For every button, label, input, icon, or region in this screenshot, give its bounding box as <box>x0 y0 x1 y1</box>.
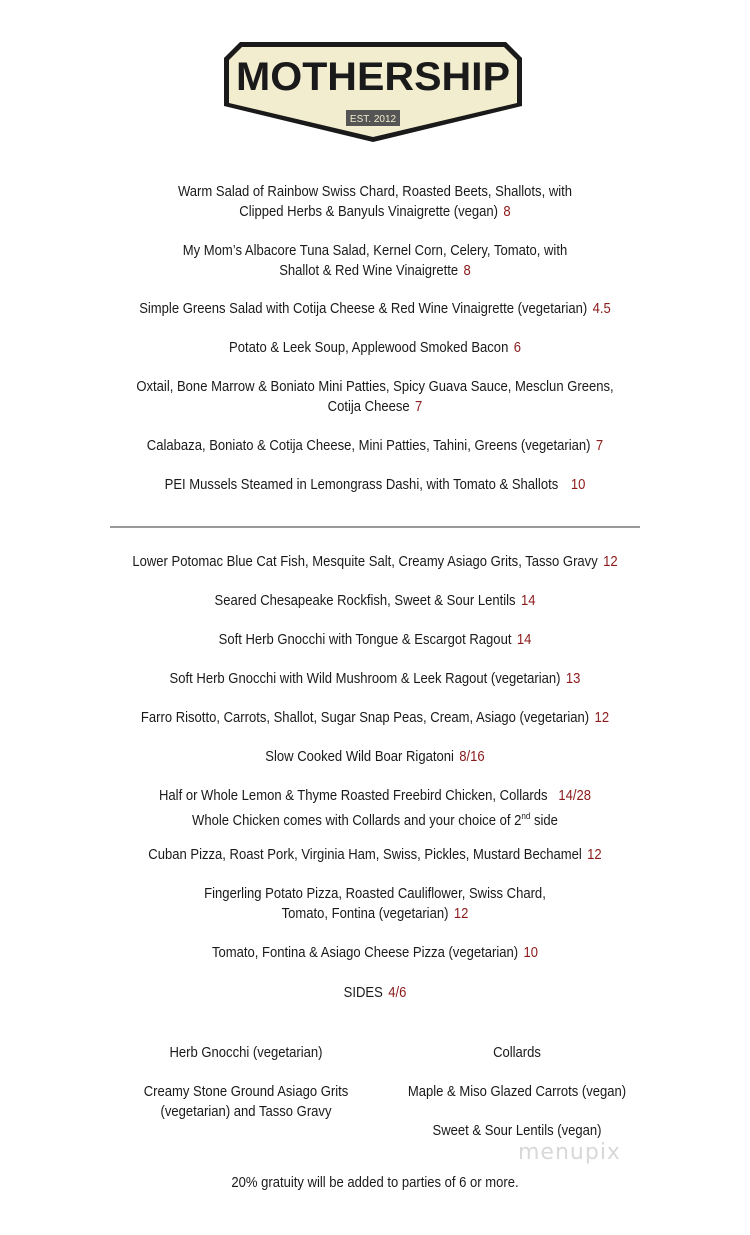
item-line: Creamy Stone Ground Asiago Grits <box>143 1084 349 1100</box>
item-price: 8 <box>503 204 511 220</box>
item-price: 8 <box>463 263 471 279</box>
item-line: Potato & Leek Soup, Applewood Smoked Bacon <box>229 340 509 356</box>
item-price: 14/28 <box>558 788 591 804</box>
item-price: 14 <box>520 593 536 609</box>
item-line: Farro Risotto, Carrots, Shallot, Sugar Snap Peas, Cream, Asiago (vegetarian) <box>140 710 590 726</box>
note-text: Whole Chicken comes with Collards and your choice of 2 <box>192 812 522 829</box>
logo-est: EST. 2012 <box>349 114 397 125</box>
item-line: Lower Potomac Blue Cat Fish, Mesquite Salt, Creamy Asiago Grits, Tasso Gravy <box>132 554 598 570</box>
item-line: Clipped Herbs & Banyuls Vinaigrette (vegan) <box>239 204 499 220</box>
menu-item <box>38 182 713 222</box>
sides-header <box>38 983 713 1003</box>
item-line: PEI Mussels Steamed in Lemongrass Dashi, with Tomato & Shallots <box>164 477 559 493</box>
item-line: Tomato, Fontina (vegetarian) <box>281 906 449 922</box>
item-line: Shallot & Red Wine Vinaigrette <box>279 263 459 279</box>
item-line: Fingerling Potato Pizza, Roasted Cauliflower, Swiss Chard, <box>204 886 546 902</box>
sides-label: SIDES <box>343 985 383 1001</box>
item-price: 14 <box>516 632 532 648</box>
menu-item <box>38 884 713 924</box>
item-price: 12 <box>453 906 469 922</box>
item-line: My Mom’s Albacore Tuna Salad, Kernel Corn, Celery, Tomato, with <box>182 243 568 259</box>
menu-item <box>38 552 713 572</box>
item-price: 12 <box>587 847 602 863</box>
menu-item <box>38 591 713 611</box>
item-price: 8/16 <box>459 749 485 765</box>
item-line: Sweet & Sour Lentils (vegan) <box>432 1123 602 1139</box>
menu-item <box>38 338 713 358</box>
menu-item <box>38 241 713 281</box>
side-item <box>382 1082 652 1102</box>
menupix-watermark: menupix <box>518 1140 621 1165</box>
item-line: Cotija Cheese <box>327 399 410 415</box>
item-line: Cuban Pizza, Roast Pork, Virginia Ham, Swiss, Pickles, Mustard Bechamel <box>148 847 582 863</box>
logo-wordmark: MOTHERSHIP <box>236 55 510 99</box>
item-price: 10 <box>523 945 539 961</box>
item-line: Slow Cooked Wild Boar Rigatoni <box>265 749 454 765</box>
item-line: Herb Gnocchi (vegetarian) <box>169 1045 323 1061</box>
side-item <box>382 1121 652 1141</box>
menu-item <box>38 708 713 728</box>
chicken-note <box>192 813 558 829</box>
item-line: Oxtail, Bone Marrow & Boniato Mini Patties, Spicy Guava Sauce, Mesclun Greens, <box>136 379 614 395</box>
item-price: 7 <box>415 399 423 415</box>
item-line: Half or Whole Lemon & Thyme Roasted Freebird Chicken, Collards <box>159 788 548 804</box>
menu-item <box>38 786 713 831</box>
item-line: Tomato, Fontina & Asiago Cheese Pizza (vegetarian) <box>211 945 519 961</box>
item-line: Calabaza, Boniato & Cotija Cheese, Mini Patties, Tahini, Greens (vegetarian) <box>146 438 591 454</box>
item-line: Soft Herb Gnocchi with Tongue & Escargot Ragout <box>218 632 512 648</box>
item-price: 12 <box>594 710 610 726</box>
gratuity-note: 20% gratuity will be added to parties of 6 or more. <box>231 1175 519 1191</box>
menu-item <box>38 377 713 417</box>
item-price: 10 <box>570 477 586 493</box>
item-line: Seared Chesapeake Rockfish, Sweet & Sour Lentils <box>214 593 516 609</box>
side-item <box>111 1043 381 1063</box>
item-price: 13 <box>565 671 581 687</box>
menu-item <box>38 630 713 650</box>
sides-price: 4/6 <box>388 985 407 1001</box>
menu-item <box>38 475 713 495</box>
side-item <box>382 1043 652 1063</box>
menu-item <box>38 943 713 963</box>
menu-item <box>38 669 713 689</box>
mothership-logo <box>222 40 524 144</box>
menu-item <box>38 845 713 865</box>
menu-item <box>38 747 713 767</box>
menu-item <box>38 299 713 319</box>
item-price: 6 <box>513 340 521 356</box>
side-item <box>111 1082 381 1122</box>
section-divider <box>110 526 640 528</box>
item-line: Simple Greens Salad with Cotija Cheese & Red Wine Vinaigrette (vegetarian) <box>139 301 588 317</box>
item-price: 4.5 <box>592 301 611 317</box>
menu-item <box>38 436 713 456</box>
item-line: Collards <box>493 1045 541 1061</box>
item-price: 12 <box>603 554 618 570</box>
item-line: Soft Herb Gnocchi with Wild Mushroom & Leek Ragout (vegetarian) <box>169 671 561 687</box>
note-tail: side <box>530 812 558 829</box>
item-line: Warm Salad of Rainbow Swiss Chard, Roasted Beets, Shallots, with <box>177 184 573 200</box>
item-price: 7 <box>595 438 604 454</box>
item-line: Maple & Miso Glazed Carrots (vegan) <box>407 1084 627 1100</box>
item-line: (vegetarian) and Tasso Gravy <box>160 1104 332 1120</box>
note-sup: nd <box>521 811 531 821</box>
